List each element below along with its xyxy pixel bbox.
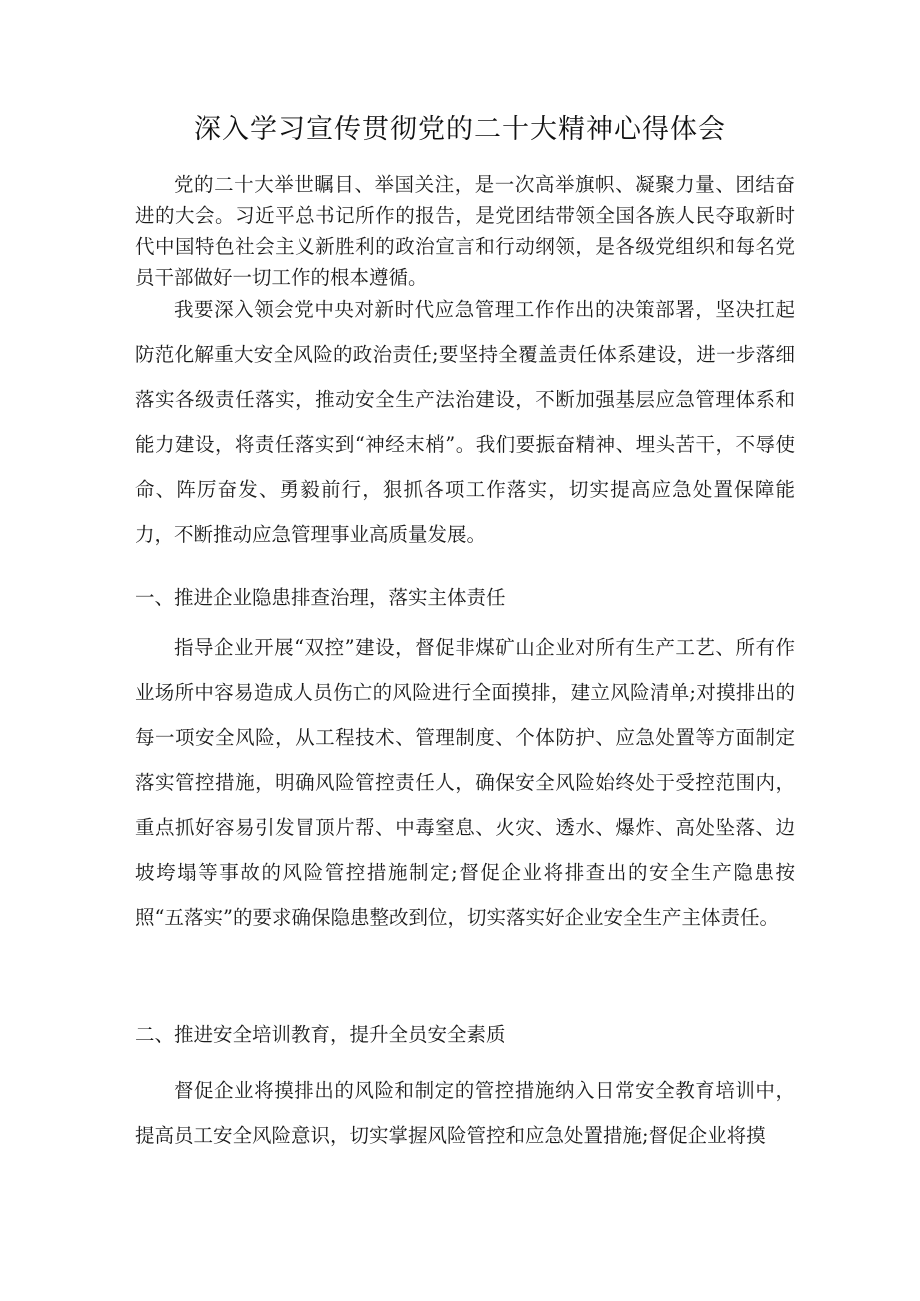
body-paragraph-2: 指导企业开展“双控”建设，督促非煤矿山企业对所有生产工艺、所有作业场所中容易造成人员伤亡的风险进行全面摸排，建立风险清单;对摸排出的每一项安全风险，从工程技术、管理制度、个体防护、应急处置等方面制定落实管控措施，明确风险管控责任人，确保安全风险始终处于受控范围内，重点抓好容易引发冒顶片帮、中毒窒息、火灾、透水、爆炸、高处坠落、边坡垮塌等事故的风险管控措施制定;督促企业将排查出的安全生产隐患按照“五落实”的要求确保隐患整改到位，切实落实好企业安全生产主体责任。 (135, 636, 795, 929)
body-paragraph-1: 我要深入领会党中央对新时代应急管理工作作出的决策部署，坚决扛起防范化解重大安全风险的政治责任;要坚持全覆盖责任体系建设，进一步落细落实各级责任落实，推动安全生产法治建设，不断加强基层应急管理体系和能力建设，将责任落实到“神经末梢”。我们要振奋精神、埋头苦干，不辱使命、阵厉奋发、勇毅前行，狠抓各项工作落实，切实提高应急处置保障能力，不断推动应急管理事业高质量发展。 (135, 298, 795, 546)
section-heading-1: 一、推进企业隐患排查治理，落实主体责任 (135, 586, 506, 609)
section-heading-2: 二、推进安全培训教育，提升全员安全素质 (135, 1023, 506, 1046)
intro-paragraph: 党的二十大举世瞩目、举国关注，是一次高举旗帜、凝聚力量、团结奋进的大会。习近平总书记所作的报告，是党团结带领全国各族人民夺取新时代中国特色社会主义新胜利的政治宣言和行动纲领，是各级党组织和每名党员干部做好一切工作的根本遵循。 (135, 173, 795, 289)
document-title: 深入学习宣传贯彻党的二十大精神心得体会 (194, 114, 726, 145)
body-paragraph-3: 督促企业将摸排出的风险和制定的管控措施纳入日常安全教育培训中，提高员工安全风险意识，切实掌握风险管控和应急处置措施;督促企业将摸 (135, 1079, 795, 1147)
